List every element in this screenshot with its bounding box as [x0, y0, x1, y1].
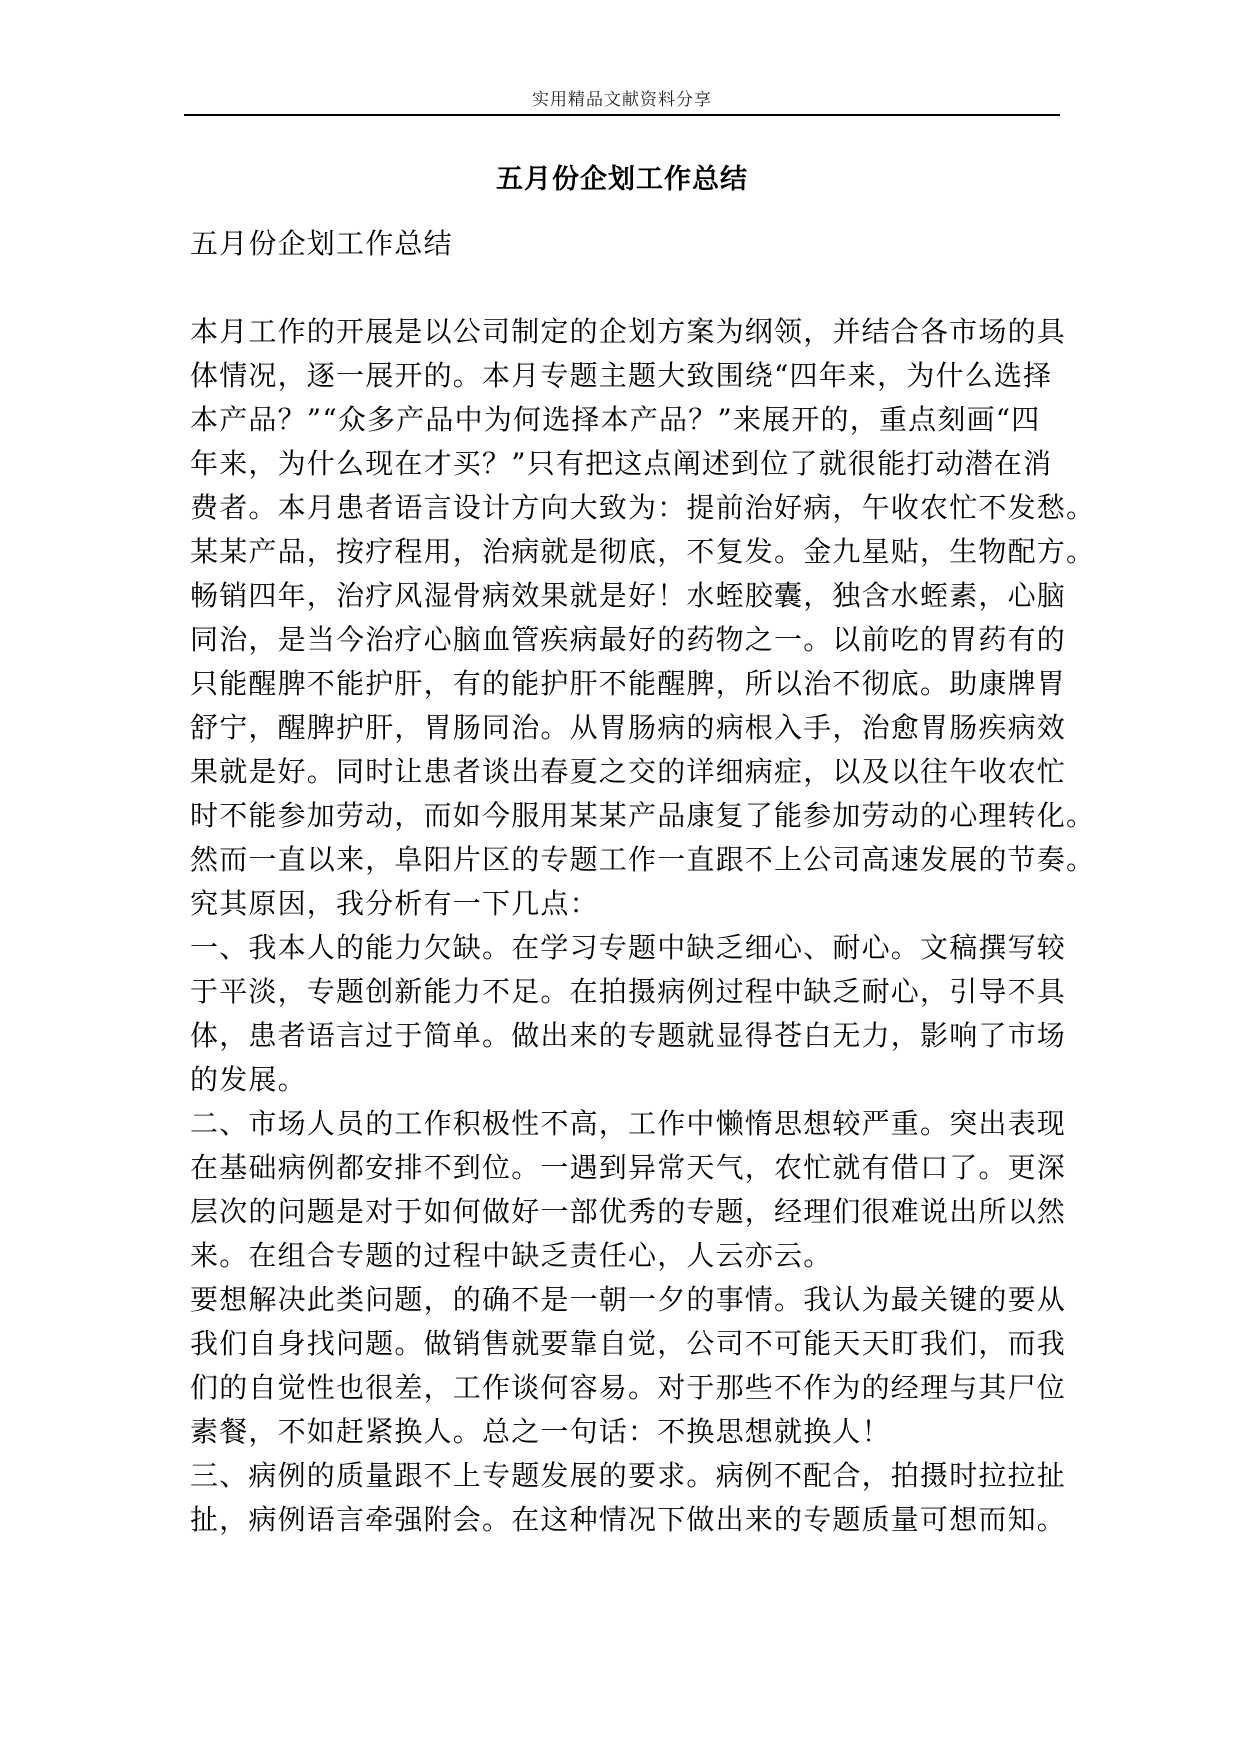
body-line: 本产品？”“众多产品中为何选择本产品？”来展开的，重点刻画“四 [190, 403, 1041, 436]
body-line: 于平淡，专题创新能力不足。在拍摄病例过程中缺乏耐心，引导不具 [190, 975, 1067, 1008]
header-text: 实用精品文献资料分享 [532, 90, 712, 110]
document-subtitle: 五月份企划工作总结 [190, 227, 453, 260]
body-line: 本月工作的开展是以公司制定的企划方案为纲领，并结合各市场的具 [190, 315, 1067, 348]
body-line: 扯，病例语言牵强附会。在这种情况下做出来的专题质量可想而知。 [190, 1503, 1067, 1536]
body-line: 来。在组合专题的过程中缺乏责任心，人云亦云。 [190, 1239, 833, 1272]
body-line: 然而一直以来，阜阳片区的专题工作一直跟不上公司高速发展的节奏。 [190, 843, 1096, 876]
body-line: 一、我本人的能力欠缺。在学习专题中缺乏细心、耐心。文稿撰写较 [190, 931, 1067, 964]
blank-line [190, 266, 1070, 310]
body-line: 们的自觉性也很差，工作谈何容易。对于那些不作为的经理与其尸位 [190, 1371, 1067, 1404]
body-line: 在基础病例都安排不到位。一遇到异常天气，农忙就有借口了。更深 [190, 1151, 1067, 1184]
body-line: 年来，为什么现在才买？”只有把这点阐述到位了就很能打动潜在消 [190, 447, 1053, 480]
body-line: 层次的问题是对于如何做好一部优秀的专题，经理们很难说出所以然 [190, 1195, 1067, 1228]
body-line: 我们自身找问题。做销售就要靠自觉，公司不可能天天盯我们，而我 [190, 1327, 1067, 1360]
body-line: 素餐，不如赶紧换人。总之一句话：不换思想就换人！ [190, 1415, 891, 1448]
body-line: 畅销四年，治疗风湿骨病效果就是好！水蛭胶囊，独含水蛭素，心脑 [190, 579, 1067, 612]
body-line: 究其原因，我分析有一下几点： [190, 887, 599, 920]
document-title: 五月份企划工作总结 [496, 164, 748, 195]
body-line: 费者。本月患者语言设计方向大致为：提前治好病，午收农忙不发愁。 [190, 491, 1096, 524]
body-line: 体情况，逐一展开的。本月专题主题大致围绕“四年来，为什么选择 [190, 359, 1053, 392]
body-line: 体，患者语言过于简单。做出来的专题就显得苍白无力，影响了市场 [190, 1019, 1067, 1052]
body-line: 三、病例的质量跟不上专题发展的要求。病例不配合，拍摄时拉拉扯 [190, 1459, 1067, 1492]
body-line: 同治，是当今治疗心脑血管疾病最好的药物之一。以前吃的胃药有的 [190, 623, 1067, 656]
body-line: 某某产品，按疗程用，治病就是彻底，不复发。金九星贴，生物配方。 [190, 535, 1096, 568]
body-line: 时不能参加劳动，而如今服用某某产品康复了能参加劳动的心理转化。 [190, 799, 1096, 832]
body-line: 要想解决此类问题，的确不是一朝一夕的事情。我认为最关键的要从 [190, 1283, 1067, 1316]
document-body [190, 222, 1096, 1542]
page-header [184, 82, 1060, 116]
body-line: 二、市场人员的工作积极性不高，工作中懒惰思想较严重。突出表现 [190, 1107, 1067, 1140]
header-rule [184, 114, 1060, 116]
body-line: 舒宁，醒脾护肝，胃肠同治。从胃肠病的病根入手，治愈胃肠疾病效 [190, 711, 1067, 744]
body-line: 果就是好。同时让患者谈出春夏之交的详细病症，以及以往午收农忙 [190, 755, 1067, 788]
body-line: 的发展。 [190, 1063, 307, 1096]
body-line: 只能醒脾不能护肝，有的能护肝不能醒脾，所以治不彻底。助康牌胃 [190, 667, 1067, 700]
